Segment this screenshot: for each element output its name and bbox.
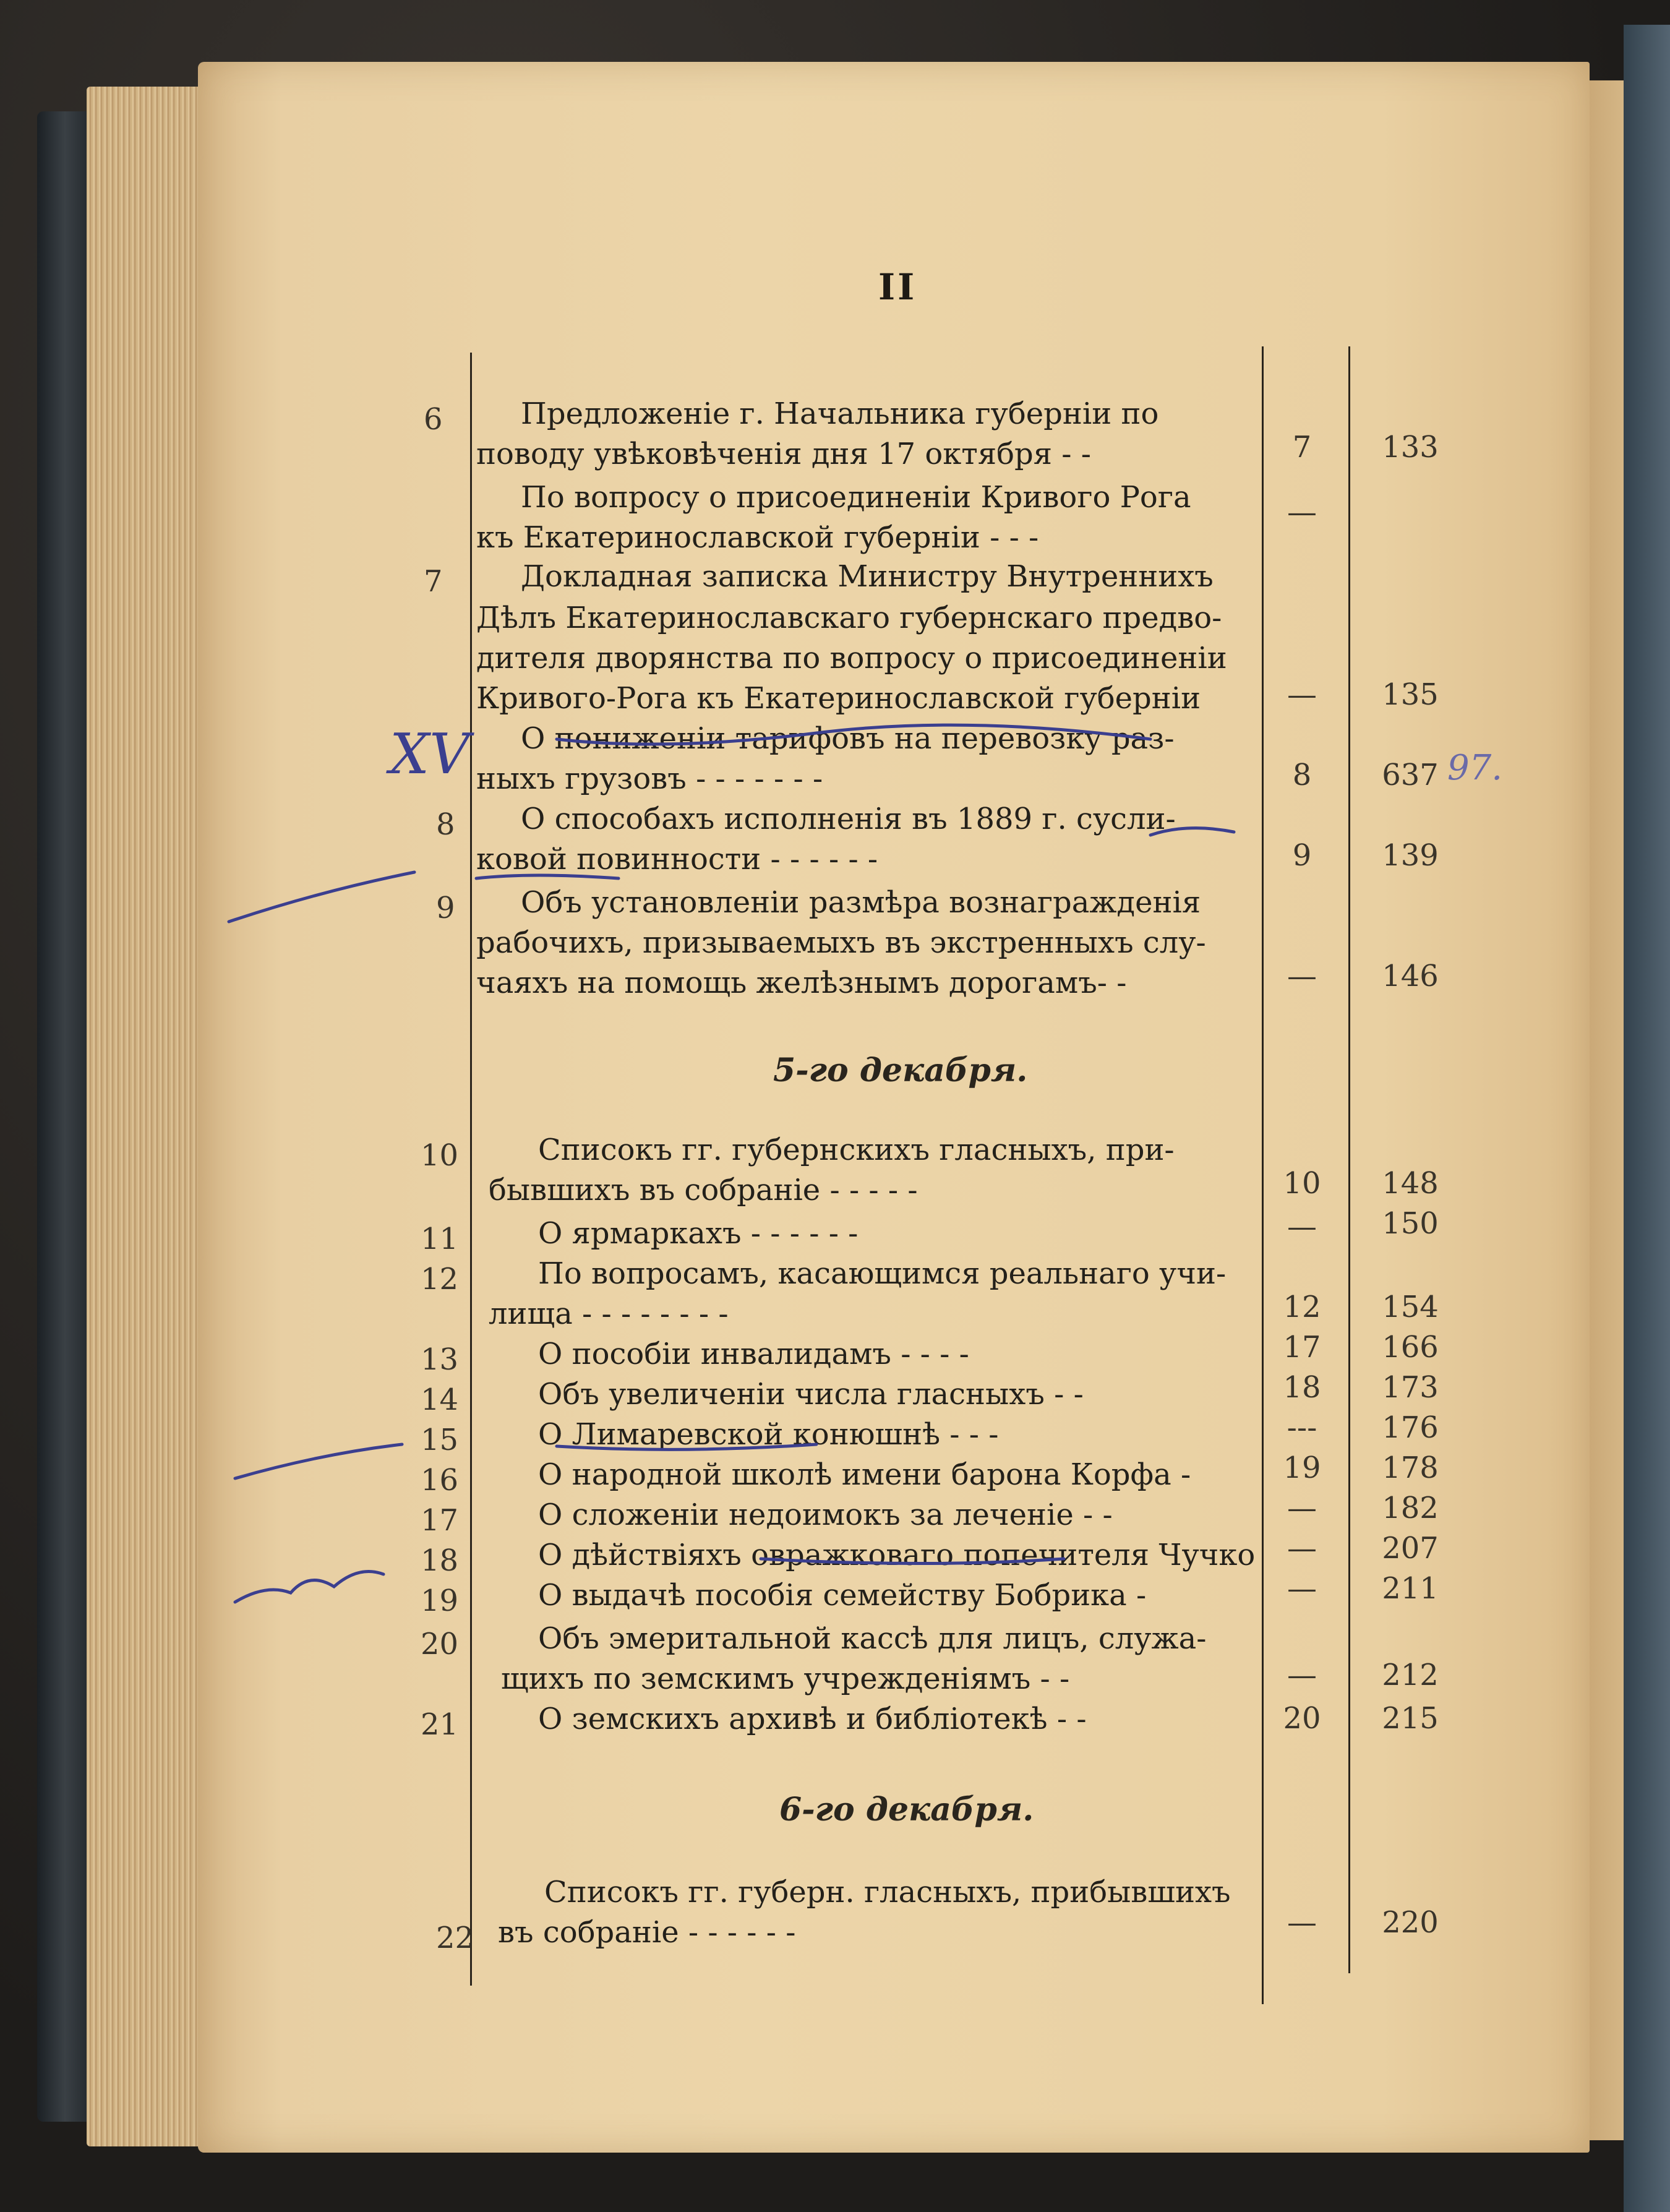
- col-b-value: 212: [1382, 1658, 1439, 1692]
- col-b-value: 150: [1382, 1206, 1439, 1241]
- col-a-value: 18: [1283, 1370, 1321, 1405]
- col-b-value: 176: [1382, 1410, 1439, 1445]
- entry-line: дителя дворянства по вопросу о присоединеніи: [476, 641, 1227, 675]
- entry-number: 10: [421, 1138, 459, 1173]
- entry-line: О выдачѣ пособія семейству Бобрика -: [538, 1578, 1147, 1613]
- entry-line: Списокъ гг. губерн. гласныхъ, прибывшихъ: [544, 1875, 1231, 1910]
- book-page: [198, 62, 1590, 2153]
- col-a-value: 20: [1283, 1701, 1321, 1736]
- col-a-value: 8: [1292, 758, 1312, 792]
- entry-line: щихъ по земскимъ учрежденіямъ - -: [501, 1661, 1070, 1696]
- entry-line: Объ увеличеніи числа гласныхъ - -: [538, 1377, 1084, 1412]
- rule-mid: [1262, 346, 1264, 2004]
- entry-number: 13: [421, 1342, 459, 1377]
- entry-line: О способахъ исполненія въ 1889 г. сусли-: [521, 802, 1176, 836]
- scanner-strip: [1624, 25, 1670, 2212]
- page-number-roman: II: [878, 266, 917, 308]
- rule-right: [1348, 346, 1350, 1973]
- col-b-value: 139: [1382, 838, 1439, 873]
- entry-number: 8: [436, 807, 455, 842]
- margin-mark-xv: XV: [390, 722, 470, 787]
- col-a-value: ---: [1287, 1410, 1317, 1445]
- entry-number: 15: [421, 1423, 459, 1457]
- col-a-value: —: [1287, 495, 1317, 529]
- entry-number: 11: [421, 1222, 459, 1256]
- entry-line: ныхъ грузовъ - - - - - - -: [476, 761, 823, 796]
- entry-number: 22: [436, 1921, 474, 1955]
- entry-line: въ собраніе - - - - - -: [498, 1915, 796, 1950]
- entry-number: 18: [421, 1543, 459, 1578]
- entry-line: О народной школѣ имени барона Корфа -: [538, 1457, 1191, 1492]
- col-b-value: 166: [1382, 1330, 1439, 1365]
- entry-number: 14: [421, 1382, 459, 1417]
- col-b-value: 182: [1382, 1491, 1439, 1525]
- col-b-value: 173: [1382, 1370, 1439, 1405]
- entry-line: О дѣйствіяхъ овражковаго попечителя Чучко: [538, 1538, 1256, 1572]
- entry-line: ковой повинности - - - - - -: [476, 842, 878, 877]
- col-a-value: —: [1287, 1571, 1317, 1606]
- entry-line: рабочихъ, призываемыхъ въ экстренныхъ слу-: [476, 925, 1206, 960]
- entry-line: О сложеніи недоимокъ за леченіе - -: [538, 1498, 1113, 1532]
- col-a-value: —: [1287, 1531, 1317, 1566]
- col-b-value: 211: [1382, 1571, 1439, 1606]
- col-b-value: 133: [1382, 430, 1439, 465]
- date-heading-6-december: 6-го декабря.: [779, 1791, 1034, 1828]
- book-binding: [37, 111, 93, 2122]
- col-b-value: 220: [1382, 1905, 1439, 1940]
- entry-line: поводу увѣковѣченія дня 17 октября - -: [476, 437, 1091, 471]
- page-note-97: 97.: [1447, 748, 1503, 788]
- col-b-value: 154: [1382, 1290, 1439, 1324]
- date-heading-5-december: 5-го декабря.: [773, 1052, 1028, 1089]
- col-a-value: 12: [1283, 1290, 1321, 1324]
- entry-line: Предложеніе г. Начальника губерніи по: [521, 397, 1159, 431]
- col-a-value: 10: [1283, 1166, 1321, 1201]
- entry-line: къ Екатеринославской губерніи - - -: [476, 520, 1039, 555]
- entry-line: чаяхъ на помощь желѣзнымъ дорогамъ- -: [476, 966, 1127, 1000]
- col-b-value: 146: [1382, 959, 1439, 993]
- col-b-value: 178: [1382, 1451, 1439, 1485]
- col-a-value: —: [1287, 1209, 1317, 1244]
- entry-number: 19: [421, 1584, 459, 1618]
- col-b-value: 637: [1382, 758, 1439, 792]
- entry-line: О пониженіи тарифовъ на перевозку раз-: [521, 721, 1175, 756]
- entry-line: Дѣлъ Екатеринославскаго губернскаго предво-: [476, 601, 1222, 635]
- entry-line: О земскихъ архивѣ и библіотекѣ - -: [538, 1702, 1087, 1736]
- col-a-value: 7: [1292, 430, 1312, 465]
- col-b-value: 207: [1382, 1531, 1439, 1566]
- entry-line: О пособіи инвалидамъ - - - -: [538, 1337, 969, 1371]
- entry-line: Объ установленіи размѣра вознагражденія: [521, 885, 1201, 920]
- col-a-value: —: [1287, 677, 1317, 712]
- entry-number: 12: [421, 1262, 459, 1297]
- entry-number: 17: [421, 1503, 459, 1538]
- entry-line: бывшихъ въ собраніе - - - - -: [489, 1173, 918, 1207]
- entry-number: 20: [421, 1627, 459, 1661]
- col-a-value: 19: [1283, 1451, 1321, 1485]
- entry-number: 21: [421, 1707, 459, 1742]
- entry-line: Объ эмеритальной кассѣ для лицъ, служа-: [538, 1621, 1207, 1656]
- col-b-value: 148: [1382, 1166, 1439, 1201]
- entry-line: Докладная записка Министру Внутреннихъ: [521, 559, 1214, 594]
- col-b-value: 135: [1382, 677, 1439, 712]
- entry-line: По вопросамъ, касающимся реальнаго учи-: [538, 1256, 1227, 1291]
- entry-line: О ярмаркахъ - - - - - -: [538, 1216, 859, 1251]
- entry-number: 16: [421, 1463, 459, 1498]
- entry-line: Кривого-Рога къ Екатеринославской губерніи: [476, 681, 1201, 716]
- entry-line: Списокъ гг. губернскихъ гласныхъ, при-: [538, 1133, 1175, 1167]
- col-a-value: 9: [1292, 838, 1312, 873]
- col-a-value: —: [1287, 959, 1317, 993]
- col-a-value: —: [1287, 1905, 1317, 1940]
- col-a-value: 17: [1283, 1330, 1321, 1365]
- col-b-value: 215: [1382, 1701, 1439, 1736]
- entry-number: 9: [436, 891, 455, 925]
- rule-left: [470, 353, 472, 1986]
- entry-line: О Лимаревской конюшнѣ - - -: [538, 1417, 999, 1452]
- entry-number: 6: [424, 402, 443, 437]
- entry-line: лища - - - - - - - -: [489, 1297, 729, 1331]
- entry-line: По вопросу о присоединеніи Кривого Рога: [521, 480, 1191, 515]
- col-a-value: —: [1287, 1658, 1317, 1692]
- col-a-value: —: [1287, 1491, 1317, 1525]
- entry-number: 7: [424, 564, 443, 599]
